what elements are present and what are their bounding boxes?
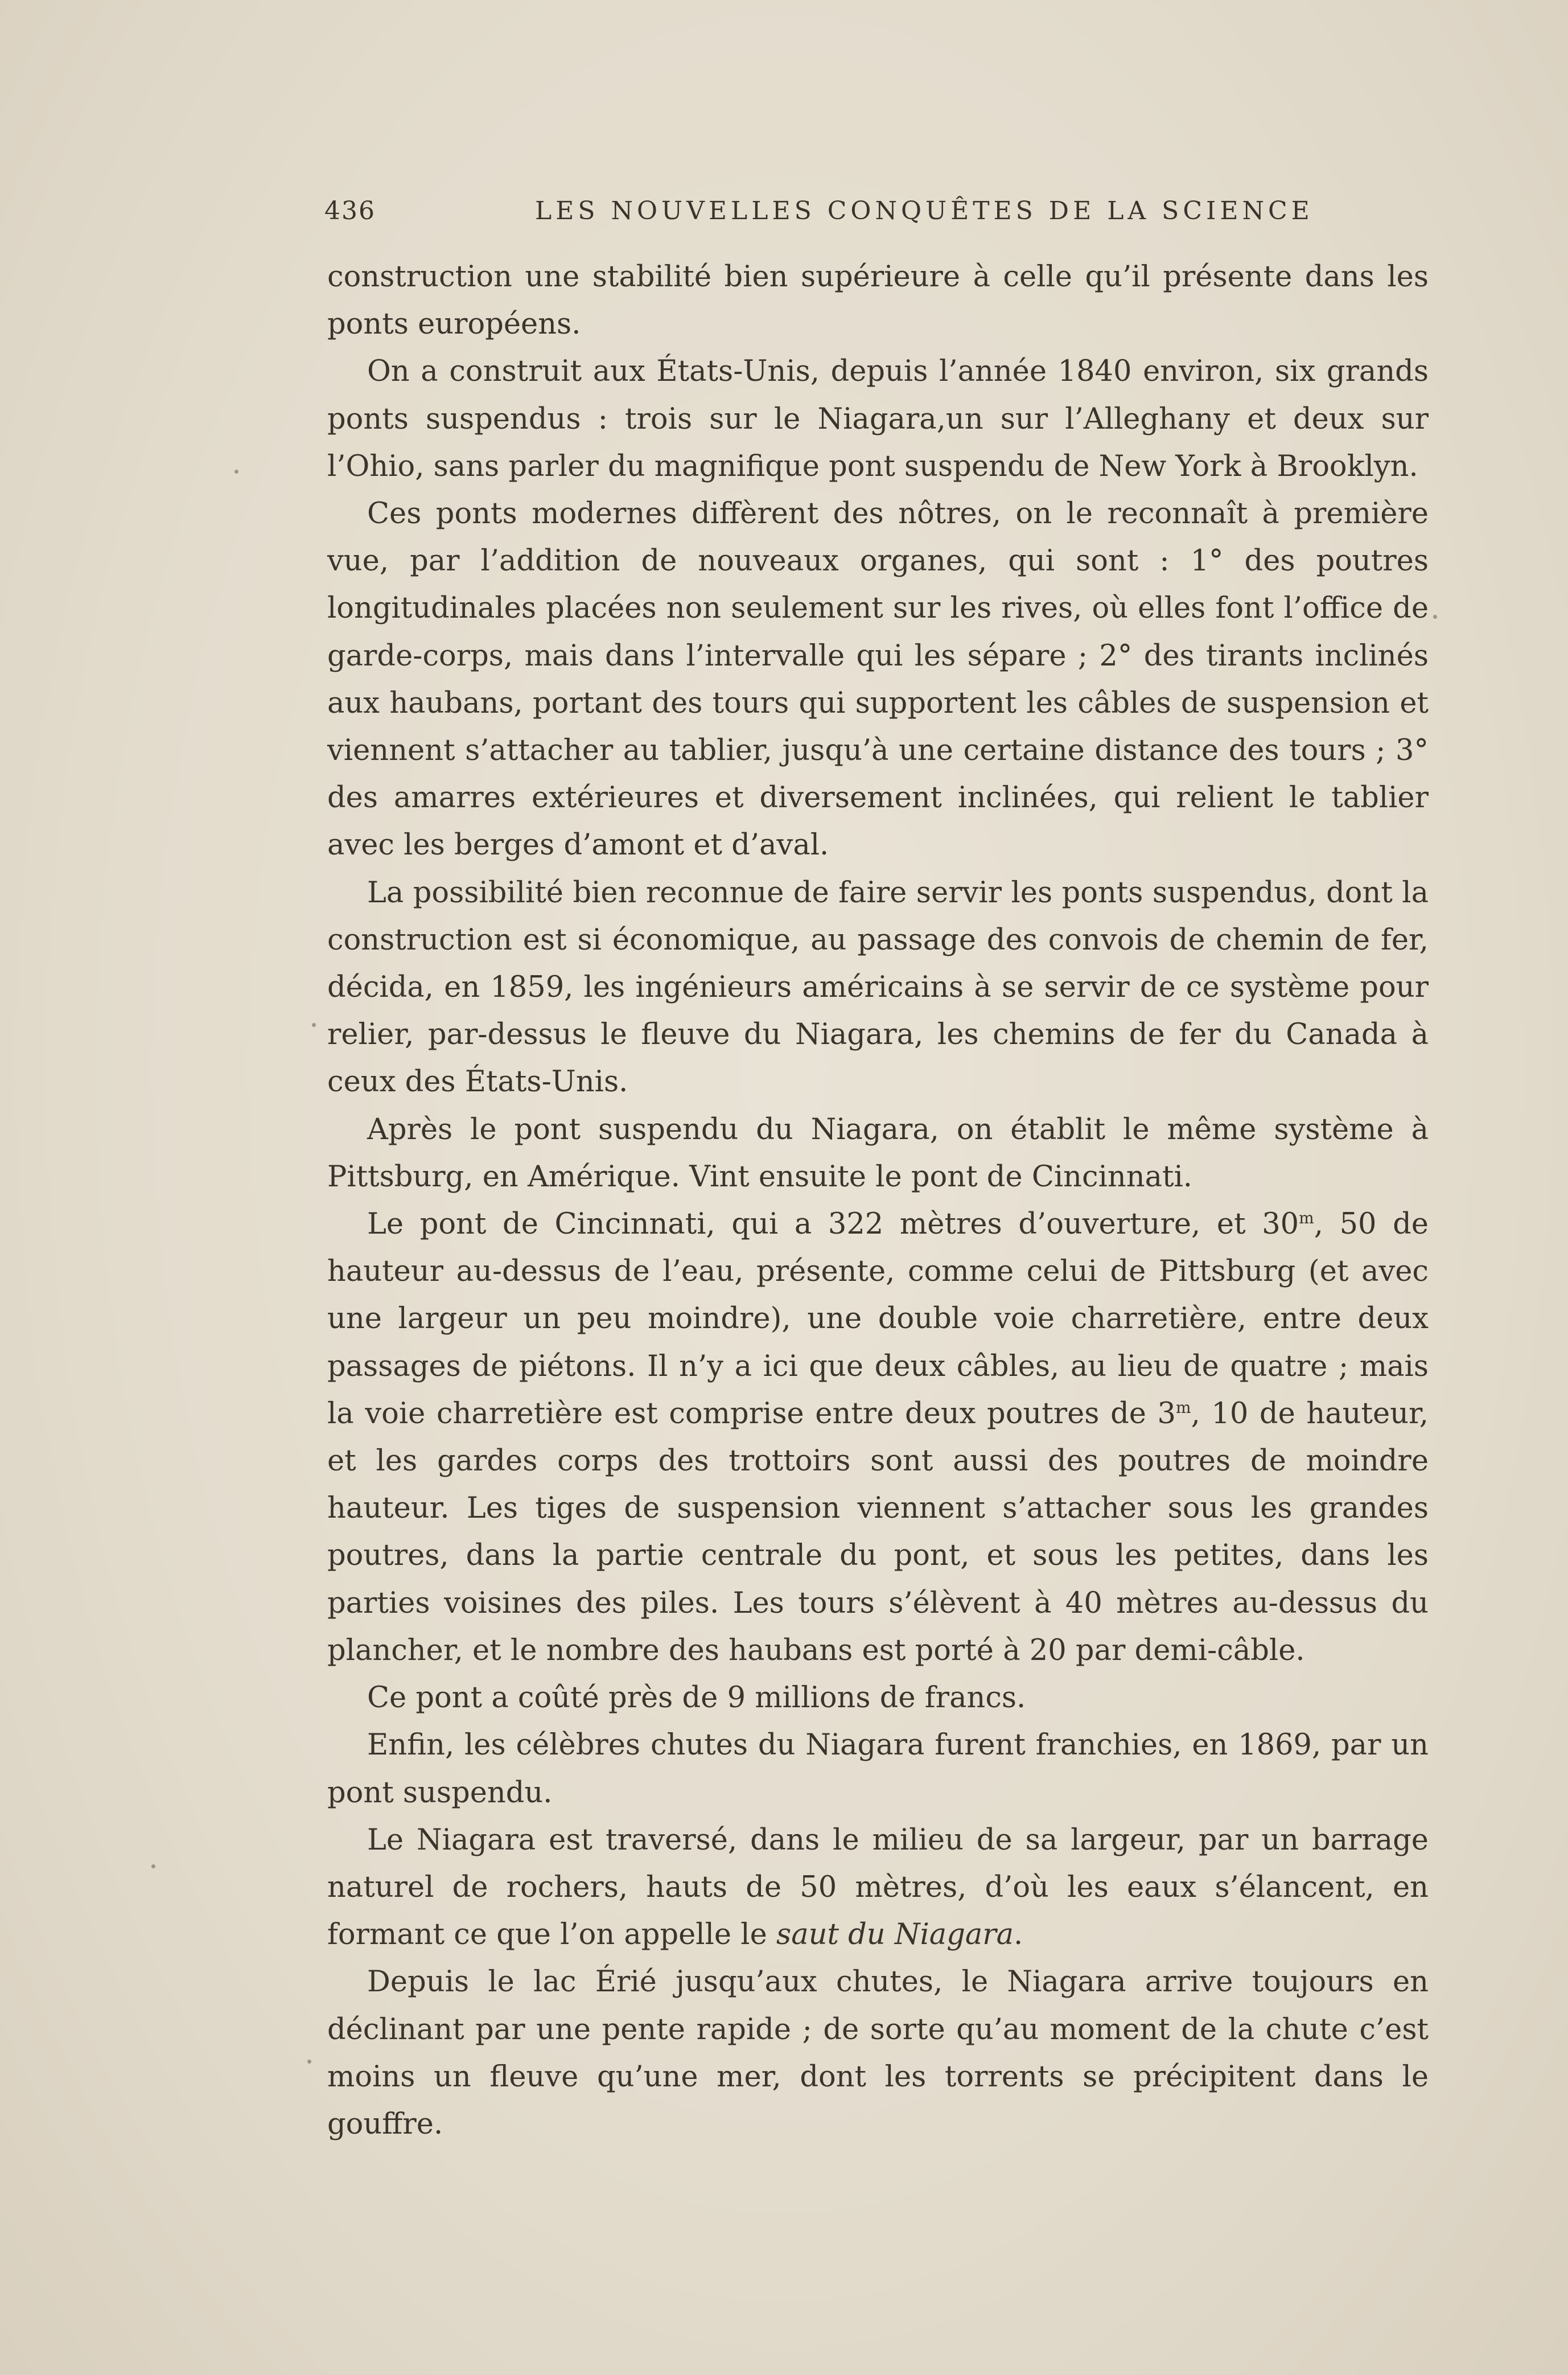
paragraph-segment: , 10 de hauteur, et les gardes corps des trottoirs sont aussi des poutres de moindre hauteur. Les tiges de suspension viennent s’attacher sous les grandes poutres, dans la partie centrale du pont, et sous les petites, dans les parties voisines des piles. Les tours s’élèvent à 40 mètres au-dessus du plancher, et le nombre des haubans est porté à 20 par demi-câble. — [327, 1396, 1429, 1667]
running-title: LES NOUVELLES CONQUÊTES DE LA SCIENCE — [535, 196, 1314, 225]
paragraph — [327, 1817, 1429, 1959]
paper-speck — [234, 470, 238, 474]
paragraph: Ces ponts modernes diffèrent des nôtres, on le reconnaît à première vue, par l’addition de nouveaux organes, qui sont : 1° des poutres longitudinales placées non seulement sur les rives, où elles font l’office de garde-corps, mais dans l’intervalle qui les sépare ; 2° des tirants inclinés aux haubans, portant des tours qui supportent les câbles de suspension et viennent s’attacher au tablier, jusqu’à une certaine distance des tours ; 3° des amarres extérieures et diversement inclinées, qui relient le tablier avec les berges d’amont et d’aval. — [327, 497, 1429, 862]
paper-speck — [312, 1023, 316, 1027]
paragraph-segment: Le pont de Cincinnati, qui a 322 mètres d’ouverture, et 30 — [367, 1207, 1299, 1242]
body-text — [327, 253, 1429, 2148]
unit-superscript: m — [1299, 1209, 1314, 1228]
paragraph: On a construit aux États-Unis, depuis l’année 1840 environ, six grands ponts suspendus : trois sur le Niagara,un sur l’Alleghany et deux sur l’Ohio, sans parler du magnifique pont suspendu de New York à Brooklyn. — [327, 355, 1429, 483]
unit-superscript: m — [1175, 1398, 1191, 1417]
paper-speck — [1433, 615, 1437, 619]
page-number: 436 — [324, 196, 376, 225]
paragraph: La possibilité bien reconnue de faire servir les ponts suspendus, dont la construction est si économique, au passage des convois de chemin de fer, décida, en 1859, les ingénieurs américains à se servir de ce système pour relier, par-dessus le fleuve du Niagara, les chemins de fer du Canada à ceux des États-Unis. — [327, 876, 1429, 1099]
paragraph — [327, 1201, 1429, 1674]
italic-phrase: saut du Niagara — [776, 1918, 1014, 1952]
paragraph: Après le pont suspendu du Niagara, on établit le même système à Pittsburg, en Amérique. Vint ensuite le pont de Cincinnati. — [327, 1112, 1429, 1194]
paragraph-segment: . — [1014, 1918, 1023, 1952]
paragraph-segment: Le Niagara est traversé, dans le milieu de sa largeur, par un barrage naturel de rochers, hauts de 50 mètres, d’où les eaux s’élancent, en formant ce que l’on appelle le — [327, 1823, 1429, 1952]
paper-speck — [151, 1864, 155, 1868]
paragraph: construction une stabilité bien supérieure à celle qu’il présente dans les ponts européens. — [327, 260, 1429, 342]
paper-speck — [307, 2060, 311, 2064]
page-header — [324, 196, 1429, 236]
paragraph-segment: , 50 de hauteur au-dessus de l’eau, présente, comme celui de Pittsburg (et avec une largeur un peu moindre), une double voie charretière, entre deux passages de piétons. Il n’y a ici que deux câbles, au lieu de quatre ; mais la voie charretière est comprise entre deux poutres de 3 — [327, 1207, 1429, 1431]
paragraph: Ce pont a coûté près de 9 millions de francs. — [367, 1681, 1026, 1715]
paragraph: Enfin, les célèbres chutes du Niagara furent franchies, en 1869, par un pont suspendu. — [327, 1728, 1429, 1810]
paragraph: Depuis le lac Érié jusqu’aux chutes, le Niagara arrive toujours en déclinant par une pente rapide ; de sorte qu’au moment de la chute c’est moins un fleuve qu’une mer, dont les torrents se précipitent dans le gouffre. — [327, 1965, 1429, 2141]
